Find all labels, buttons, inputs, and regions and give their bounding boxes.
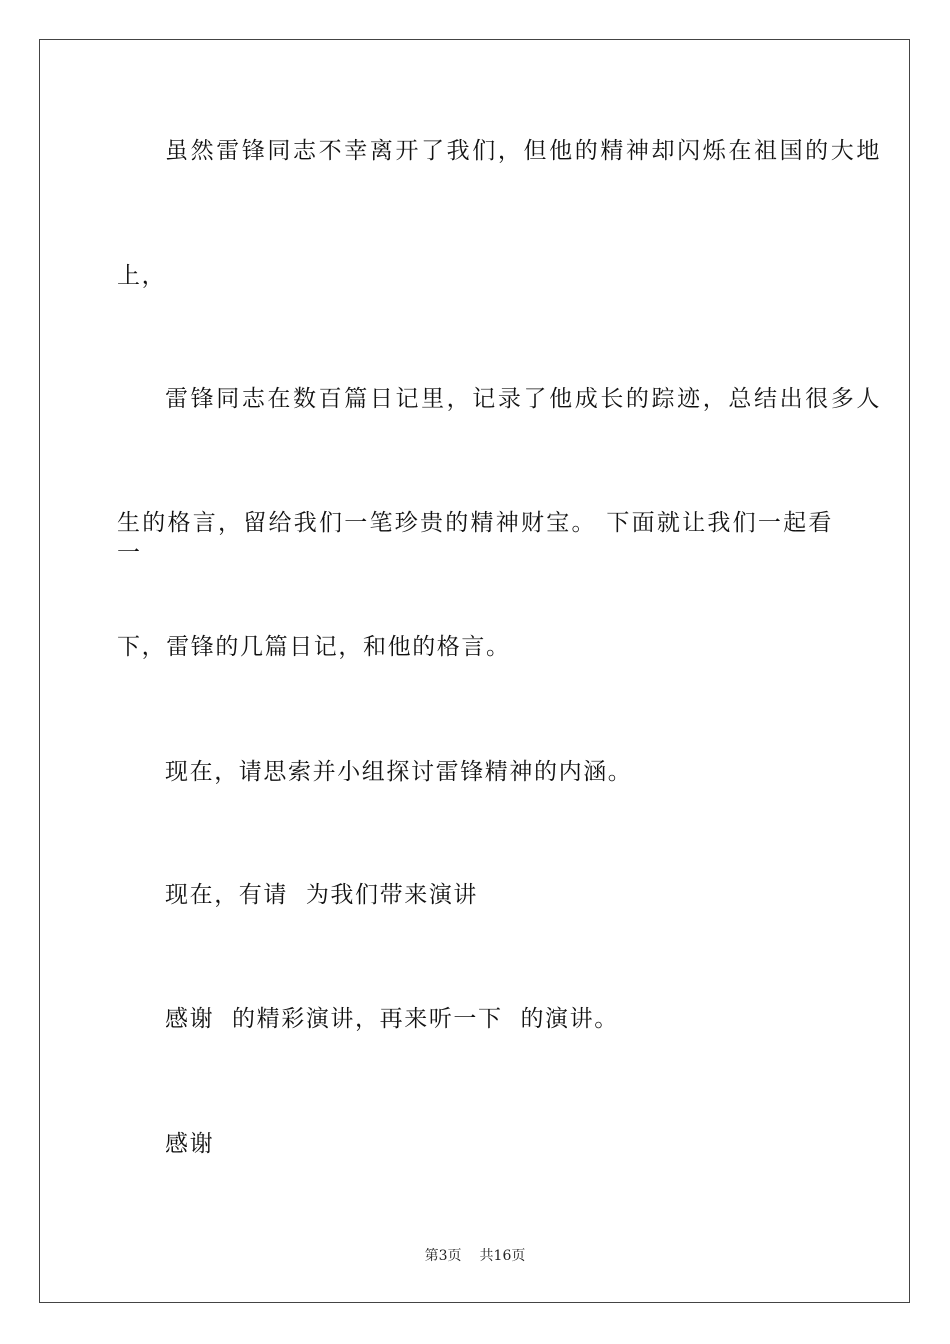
page-number: 第3页 bbox=[424, 1248, 462, 1264]
paragraph-line: 现在，请思索并小组探讨雷锋精神的内涵。 bbox=[165, 759, 633, 785]
paragraph-line: 下，雷锋的几篇日记，和他的格言。 bbox=[117, 634, 511, 660]
page-frame bbox=[39, 39, 910, 1303]
paragraph-line: 上， bbox=[117, 263, 167, 289]
paragraph-line: 感谢 bbox=[165, 1131, 215, 1157]
paragraph-line: 现在，有请 为我们带来演讲 bbox=[165, 882, 479, 908]
paragraph-line: 雷锋同志在数百篇日记里，记录了他成长的踪迹，总结出很多人 bbox=[165, 386, 881, 412]
paragraph-line: 虽然雷锋同志不幸离开了我们，但他的精神却闪烁在祖国的大地 bbox=[165, 138, 881, 164]
paragraph-line: 生的格言，留给我们一笔珍贵的精神财宝。 下面就让我们一起看一 bbox=[117, 510, 833, 566]
paragraph-line: 感谢 的精彩演讲，再来听一下 的演讲。 bbox=[165, 1006, 619, 1032]
page-footer bbox=[0, 1247, 950, 1265]
page-total: 共16页 bbox=[479, 1248, 526, 1264]
